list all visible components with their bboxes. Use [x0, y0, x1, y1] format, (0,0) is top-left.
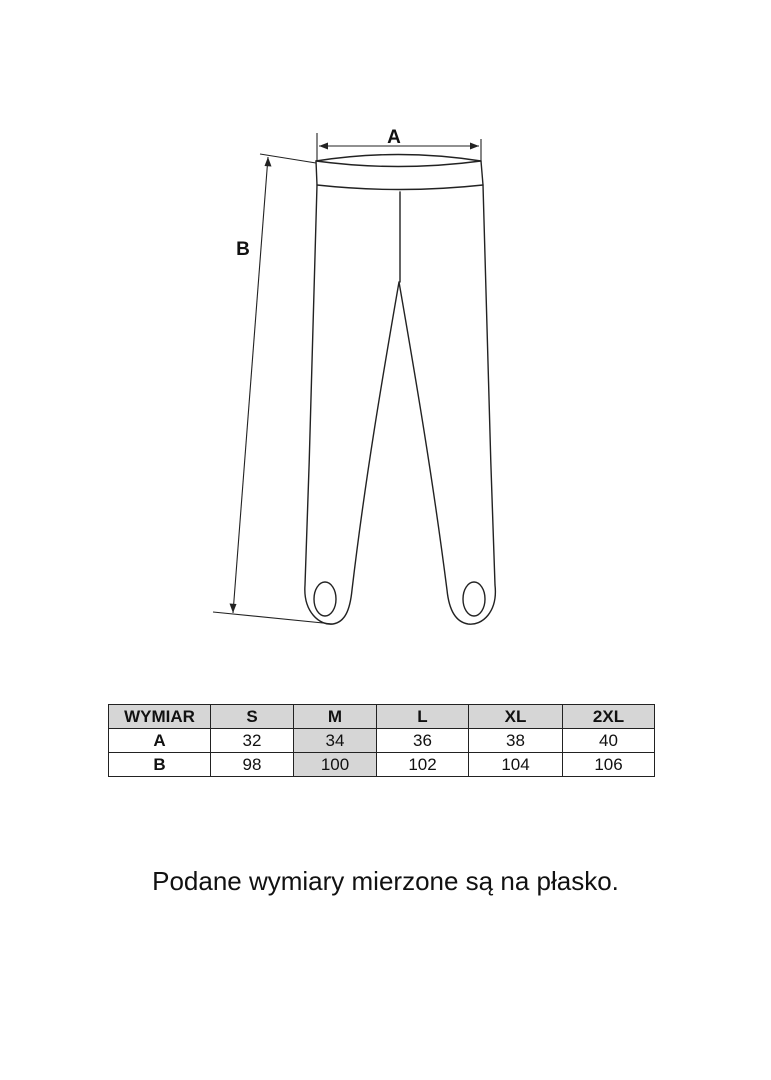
row-label: A: [109, 729, 211, 753]
dimension-a-arrow-left: [319, 143, 328, 150]
right-stirrup-hole: [463, 582, 485, 616]
table-header-cell: WYMIAR: [109, 705, 211, 729]
table-cell: 40: [563, 729, 655, 753]
dimension-b-line: [233, 157, 268, 613]
table-cell: 38: [469, 729, 563, 753]
table-row: [109, 729, 655, 753]
table-cell: 100: [294, 753, 377, 777]
table-cell: 98: [211, 753, 294, 777]
measurement-note: Podane wymiary mierzone są na płasko.: [152, 866, 619, 896]
table-cell: 34: [294, 729, 377, 753]
table-cell: 36: [377, 729, 469, 753]
table-header-cell: L: [377, 705, 469, 729]
table-header-cell: S: [211, 705, 294, 729]
table-cell: 104: [469, 753, 563, 777]
dimension-b-arrow-top: [265, 157, 272, 167]
dimension-a-arrow-right: [470, 143, 479, 150]
size-table: [108, 704, 655, 777]
table-cell: 106: [563, 753, 655, 777]
table-header-cell: M: [294, 705, 377, 729]
left-stirrup-hole: [314, 582, 336, 616]
table-header-cell: 2XL: [563, 705, 655, 729]
table-header-cell: XL: [469, 705, 563, 729]
table-row: [109, 753, 655, 777]
waistband: [316, 155, 483, 190]
table-cell: 102: [377, 753, 469, 777]
waistband-top-edge: [316, 161, 481, 167]
table-cell: 32: [211, 729, 294, 753]
row-label: B: [109, 753, 211, 777]
dimension-a-label: A: [387, 127, 401, 148]
dimension-b-label: B: [236, 239, 250, 260]
table-header-row: [109, 705, 655, 729]
dimension-b-arrow-bottom: [230, 604, 237, 614]
